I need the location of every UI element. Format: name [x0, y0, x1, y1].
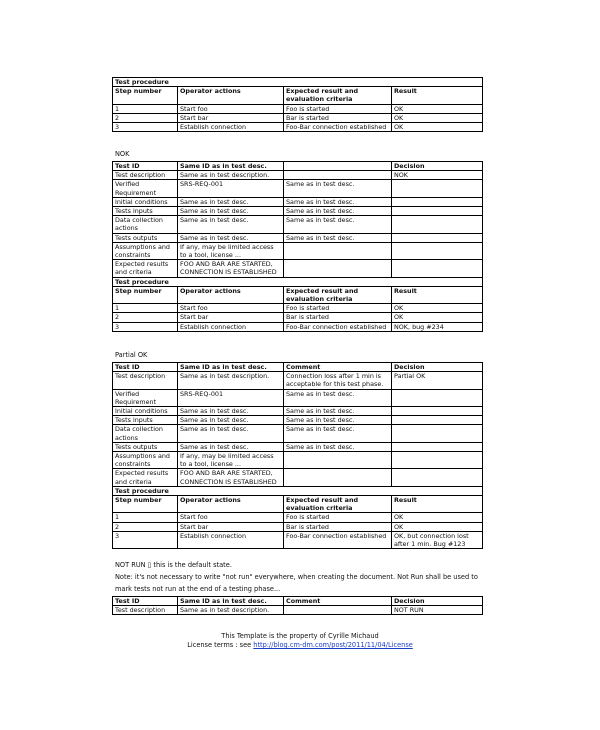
expected-result: Foo is started	[284, 104, 392, 113]
row-value: Same as in test desc.	[178, 207, 284, 216]
expected-result: Foo-Bar connection established	[284, 123, 392, 132]
empty-cell	[284, 452, 392, 469]
row-label: Data collection actions	[113, 425, 178, 442]
test-procedure-table-1	[112, 77, 482, 132]
table-title: Test procedure	[113, 78, 483, 87]
column-header: Step number	[113, 286, 178, 303]
column-header: Test ID	[113, 363, 178, 372]
row-label: Verified Requirement	[113, 180, 178, 197]
expected-result: Foo-Bar connection established	[284, 531, 392, 548]
expected-result: Foo-Bar connection established	[284, 322, 392, 331]
column-header: Operator actions	[178, 286, 284, 303]
note-not-run-default: NOT RUN ▯ this is the default state.	[115, 561, 232, 569]
empty-cell	[392, 425, 483, 442]
empty-cell	[284, 260, 392, 277]
row-label: Tests outputs	[113, 233, 178, 242]
row-value: Same as in test desc.	[178, 425, 284, 442]
result: OK	[392, 513, 483, 522]
row-label: Assumptions and constraints	[113, 242, 178, 259]
step-number: 1	[113, 513, 178, 522]
column-header: Result	[392, 286, 483, 303]
empty-cell	[392, 416, 483, 425]
empty-cell	[392, 452, 483, 469]
row-value: Same as in test desc.	[284, 216, 392, 233]
empty-cell	[284, 242, 392, 259]
step-number: 2	[113, 522, 178, 531]
note-not-run-explanation: Note: it's not necessary to write "not run" everywhere, when creating the document. Not Run shall be used to mark tests not run at the end of a testing phase...	[115, 573, 478, 593]
step-number: 3	[113, 531, 178, 548]
table-title: Test procedure	[113, 486, 483, 495]
row-label: Tests inputs	[113, 207, 178, 216]
row-label: Assumptions and constraints	[113, 452, 178, 469]
column-header: Decision	[392, 597, 483, 606]
operator-action: Start bar	[178, 522, 284, 531]
section-label-partial-ok: Partial OK	[115, 351, 148, 359]
result: OK, but connection lost after 1 min. Bug #123	[392, 531, 483, 548]
column-header: Comment	[284, 363, 392, 372]
empty-cell	[392, 407, 483, 416]
test-table-nok	[112, 161, 482, 332]
operator-action: Start bar	[178, 313, 284, 322]
test-table-not-run	[112, 596, 482, 615]
comment-value: Connection loss after 1 min is acceptable for this test phase.	[284, 372, 392, 389]
column-header: Test ID	[113, 597, 178, 606]
column-header: Expected result and evaluation criteria	[284, 496, 392, 513]
license-link[interactable]: http://blog.cm-dm.com/post/2011/11/04/License	[253, 641, 413, 649]
row-label: Initial conditions	[113, 197, 178, 206]
row-value: Same as in test desc.	[284, 207, 392, 216]
row-value: SRS-REQ-001	[178, 180, 284, 197]
footer-license	[0, 641, 600, 650]
expected-result: Bar is started	[284, 113, 392, 122]
step-number: 1	[113, 304, 178, 313]
expected-result: Bar is started	[284, 522, 392, 531]
result: NOK, bug #234	[392, 322, 483, 331]
decision-value: NOT RUN	[392, 606, 483, 615]
row-value: Same as in test desc.	[178, 197, 284, 206]
operator-action: Establish connection	[178, 531, 284, 548]
result: OK	[392, 123, 483, 132]
row-value: Same as in test description.	[178, 171, 284, 180]
section-label-nok: NOK	[115, 150, 130, 158]
operator-action: Start foo	[178, 104, 284, 113]
step-number: 1	[113, 104, 178, 113]
step-number: 3	[113, 123, 178, 132]
operator-action: Start foo	[178, 304, 284, 313]
row-value: Same as in test desc.	[178, 442, 284, 451]
column-header: Step number	[113, 87, 178, 104]
row-value: Same as in test desc.	[284, 197, 392, 206]
row-value: SRS-REQ-001	[178, 389, 284, 406]
empty-cell	[392, 197, 483, 206]
license-prefix: License terms : see	[187, 641, 254, 649]
row-value: Same as in test desc.	[284, 407, 392, 416]
row-value: Same as in test desc.	[284, 425, 392, 442]
empty-cell	[392, 233, 483, 242]
row-label: Tests inputs	[113, 416, 178, 425]
operator-action: Start bar	[178, 113, 284, 122]
column-header: Result	[392, 87, 483, 104]
empty-cell	[284, 162, 392, 171]
empty-cell	[284, 469, 392, 486]
operator-action: Establish connection	[178, 322, 284, 331]
column-header: Same ID as in test desc.	[178, 363, 284, 372]
row-value: Same as in test desc.	[284, 180, 392, 197]
row-value: Same as in test desc.	[178, 416, 284, 425]
step-number: 2	[113, 313, 178, 322]
row-value: Same as in test desc.	[284, 442, 392, 451]
empty-cell	[392, 216, 483, 233]
table-title: Test procedure	[113, 277, 483, 286]
row-label: Data collection actions	[113, 216, 178, 233]
empty-cell	[392, 389, 483, 406]
expected-result: Foo is started	[284, 304, 392, 313]
step-number: 2	[113, 113, 178, 122]
empty-cell	[392, 180, 483, 197]
column-header: Operator actions	[178, 496, 284, 513]
empty-cell	[392, 242, 483, 259]
column-header: Decision	[392, 363, 483, 372]
result: OK	[392, 313, 483, 322]
empty-cell	[392, 469, 483, 486]
footer-ownership: This Template is the property of Cyrille Michaud	[221, 632, 379, 640]
column-header: Test ID	[113, 162, 178, 171]
row-label: Test description	[113, 372, 178, 389]
decision-value: Partial OK	[392, 372, 483, 389]
row-value: FOO AND BAR ARE STARTED, CONNECTION IS ESTABLISHED	[178, 469, 284, 486]
column-header: Decision	[392, 162, 483, 171]
row-value: Same as in test description.	[178, 372, 284, 389]
empty-cell	[392, 260, 483, 277]
column-header: Result	[392, 496, 483, 513]
test-table-partial-ok	[112, 362, 482, 549]
expected-result: Bar is started	[284, 313, 392, 322]
expected-result: Foo is started	[284, 513, 392, 522]
row-label: Initial conditions	[113, 407, 178, 416]
column-header: Operator actions	[178, 87, 284, 104]
column-header: Expected result and evaluation criteria	[284, 286, 392, 303]
result: OK	[392, 113, 483, 122]
column-header: Same ID as in test desc.	[178, 162, 284, 171]
empty-cell	[284, 171, 392, 180]
column-header: Comment	[284, 597, 392, 606]
row-value: Same as in test desc.	[178, 407, 284, 416]
result: OK	[392, 104, 483, 113]
row-label: Test description	[113, 171, 178, 180]
empty-cell	[392, 442, 483, 451]
row-label: Test description	[113, 606, 178, 615]
row-value: Same as in test desc.	[178, 233, 284, 242]
column-header: Expected result and evaluation criteria	[284, 87, 392, 104]
row-value: Same as in test desc.	[284, 389, 392, 406]
operator-action: Start foo	[178, 513, 284, 522]
row-value: Same as in test description.	[178, 606, 284, 615]
row-label: Expected results and criteria	[113, 469, 178, 486]
row-value: If any, may be limited access to a tool, license ...	[178, 452, 284, 469]
row-value: Same as in test desc.	[284, 233, 392, 242]
empty-cell	[284, 606, 392, 615]
row-value: Same as in test desc.	[178, 216, 284, 233]
empty-cell	[392, 207, 483, 216]
operator-action: Establish connection	[178, 123, 284, 132]
row-label: Expected results and criteria	[113, 260, 178, 277]
result: OK	[392, 522, 483, 531]
row-value: FOO AND BAR ARE STARTED, CONNECTION IS ESTABLISHED	[178, 260, 284, 277]
column-header: Same ID as in test desc.	[178, 597, 284, 606]
column-header: Step number	[113, 496, 178, 513]
decision-value: NOK	[392, 171, 483, 180]
row-label: Tests outputs	[113, 442, 178, 451]
result: OK	[392, 304, 483, 313]
row-value: Same as in test desc.	[284, 416, 392, 425]
row-label: Verified Requirement	[113, 389, 178, 406]
row-value: If any, may be limited access to a tool, license ...	[178, 242, 284, 259]
step-number: 3	[113, 322, 178, 331]
